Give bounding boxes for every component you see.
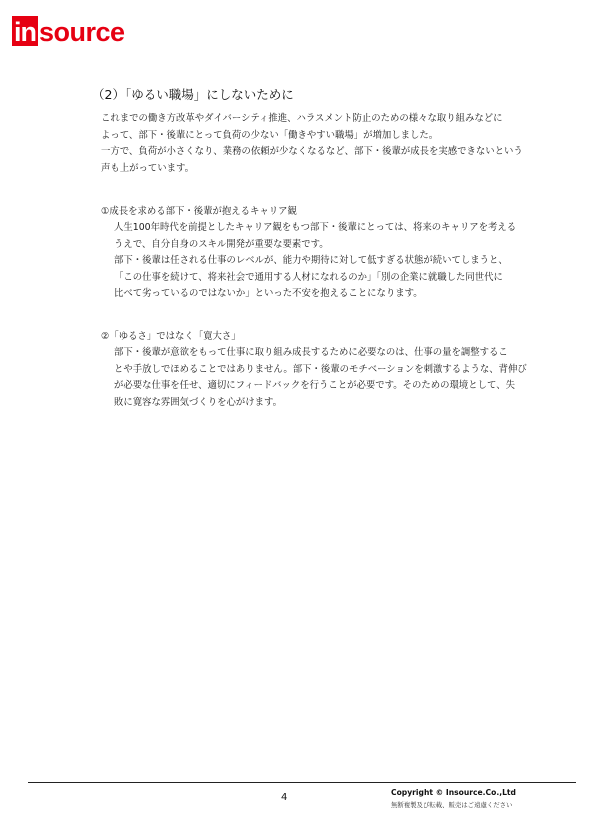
- text-line: 声も上がっています。: [101, 162, 194, 174]
- footer-divider: [28, 782, 576, 783]
- subsection-1-body: [114, 220, 516, 303]
- subsection-1-heading: ①成長を求める部下・後輩が抱えるキャリア観: [101, 206, 297, 217]
- text-line: よって、部下・後輩にとって負荷の少ない「働きやすい職場」が増加しました。: [101, 129, 439, 141]
- text-line: 「この仕事を続けて、将来社会で通用する人材になれるのか」「別の企業に就職した同世代に: [114, 271, 503, 283]
- logo-mark: in: [14, 17, 36, 47]
- page-number: 4: [281, 792, 288, 803]
- subsection-2-heading: ②「ゆるさ」ではなく「寛大さ」: [101, 331, 241, 342]
- text-line: が必要な仕事を任せ、適切にフィードバックを行うことが必要です。そのための環境として、失: [114, 380, 515, 392]
- reproduction-notice: 無断複製及び転載、販売はご遠慮ください: [391, 801, 513, 809]
- text-line: 比べて劣っているのではないか」といった不安を抱えることになります。: [114, 288, 423, 300]
- copyright-text: Copyright © Insource.Co.,Ltd: [391, 788, 516, 797]
- text-line: 部下・後輩が意欲をもって仕事に取り組み成長するために必要なのは、仕事の量を調整するこ: [114, 347, 508, 358]
- text-line: これまでの働き方改革やダイバーシティ推進、ハラスメント防止のための様々な取り組みなどに: [101, 113, 503, 124]
- text-line: 一方で、負荷が小さくなり、業務の依頼が少なくなるなど、部下・後輩が成長を実感できないという: [101, 146, 523, 158]
- text-line: とや手放しでほめることではありません。部下・後輩のモチベーションを刺激するような、背伸び: [114, 363, 527, 375]
- section-title: （2）「ゆるい職場」にしないために: [92, 87, 294, 102]
- text-line: 人生100年時代を前提としたキャリア観をもつ部下・後輩にとっては、将来のキャリアを考える: [114, 222, 517, 233]
- insource-logo: [12, 16, 125, 46]
- subsection-2-body: [114, 345, 527, 411]
- intro-paragraph: [101, 111, 523, 177]
- text-line: 部下・後輩は任される仕事のレベルが、能力や期待に対して低すぎる状態が続いてしまうと、: [114, 255, 508, 267]
- text-line: うえで、自分自身のスキル開発が重要な要素です。: [114, 238, 329, 250]
- text-line: 敗に寛容な雰囲気づくりを心がけます。: [114, 396, 283, 408]
- logo-wordmark: source: [39, 17, 125, 47]
